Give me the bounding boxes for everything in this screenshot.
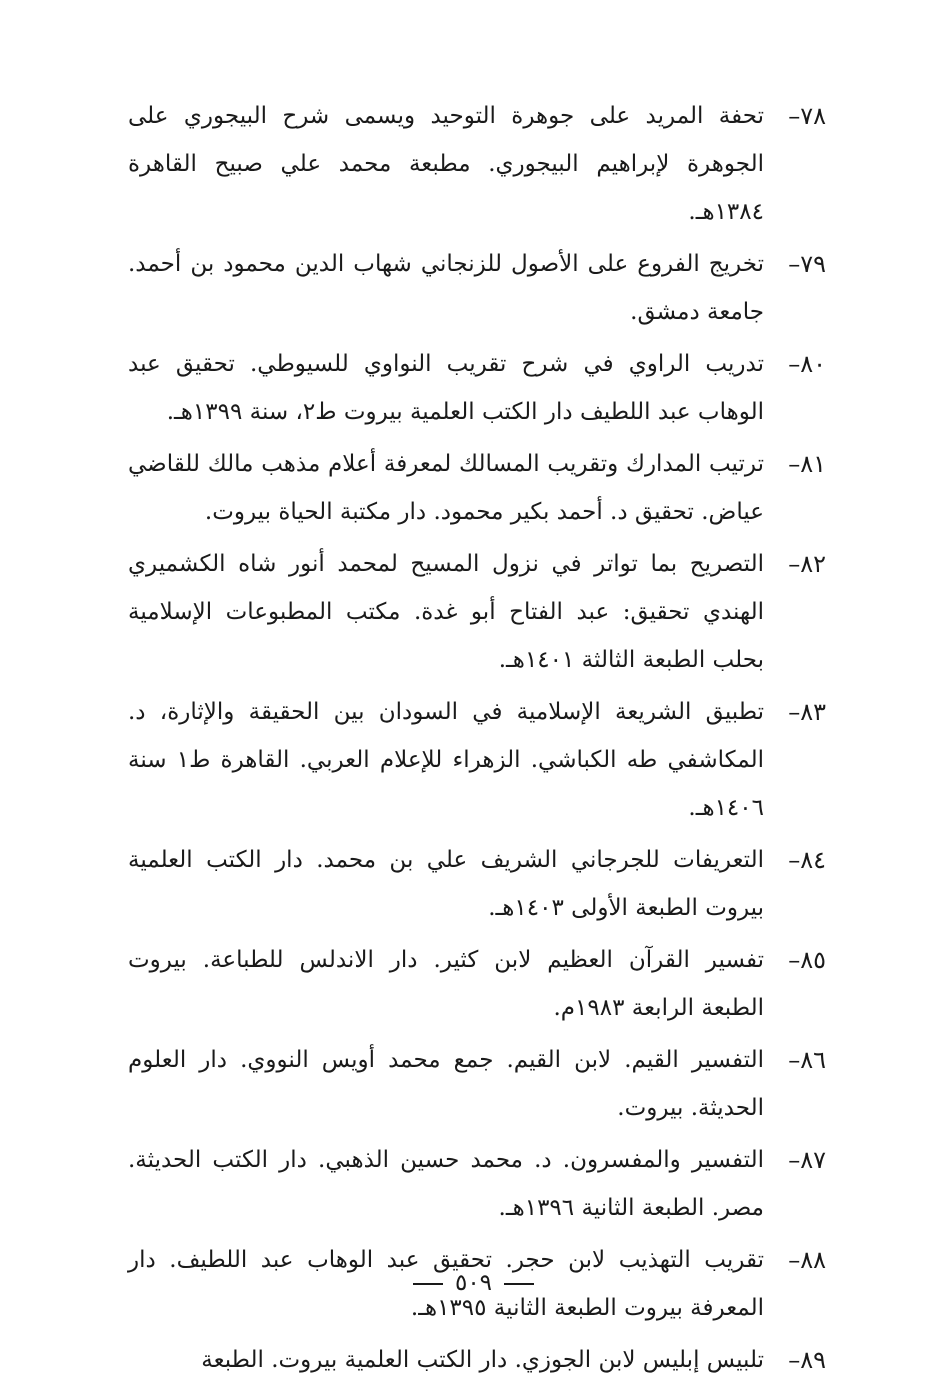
list-item [128, 1136, 826, 1232]
entry-text: التعريفات للجرجاني الشريف علي بن محمد. دار الكتب العلمية بيروت الطبعة الأولى ١٤٠٣هـ. [128, 847, 764, 921]
entry-text: تدريب الراوي في شرح تقريب النواوي للسيوطي. تحقيق عبد الوهاب عبد اللطيف دار الكتب العلمية بيروت ط٢، سنة ١٣٩٩هـ. [128, 351, 764, 425]
entry-number: ٨١– [788, 450, 826, 478]
bibliography-list [128, 92, 826, 1388]
list-item [128, 540, 826, 684]
entry-text: تلبيس إبليس لابن الجوزي. دار الكتب العلمية بيروت. الطبعة [201, 1347, 764, 1373]
entry-text: ترتيب المدارك وتقريب المسالك لمعرفة أعلام مذهب مالك للقاضي عياض. تحقيق د. أحمد بكير محمود. دار مكتبة الحياة بيروت. [128, 451, 764, 525]
entry-number: ٨٨– [788, 1246, 826, 1274]
entry-number: ٨٩– [788, 1346, 826, 1374]
list-item [128, 92, 826, 236]
entry-number: ٨٣– [788, 698, 826, 726]
footer-dash [504, 1283, 534, 1285]
entry-text: التفسير والمفسرون. د. محمد حسين الذهبي. دار الكتب الحديثة. مصر. الطبعة الثانية ١٣٩٦هـ. [128, 1147, 764, 1221]
list-item [128, 440, 826, 536]
entry-number: ٨٤– [788, 846, 826, 874]
entry-number: ٨٢– [788, 550, 826, 578]
entry-text: تطبيق الشريعة الإسلامية في السودان بين الحقيقة والإثارة، د. المكاشفي طه الكباشي. الزهراء للإعلام العربي. القاهرة ط١ سنة ١٤٠٦هـ. [128, 699, 764, 821]
list-item [128, 340, 826, 436]
entry-number: ٨٧– [788, 1146, 826, 1174]
page-footer [0, 1263, 947, 1303]
entry-number: ٨٠– [788, 350, 826, 378]
entry-text: التفسير القيم. لابن القيم. جمع محمد أويس النووي. دار العلوم الحديثة. بيروت. [128, 1047, 764, 1121]
entry-number: ٧٨– [788, 102, 826, 130]
list-item [128, 240, 826, 336]
list-item [128, 936, 826, 1032]
entry-text: تحفة المريد على جوهرة التوحيد ويسمى شرح البيجوري على الجوهرة لإبراهيم البيجوري. مطبعة محمد علي صبيح القاهرة ١٣٨٤هـ. [128, 103, 764, 225]
entry-text: تفسير القرآن العظيم لابن كثير. دار الاندلس للطباعة. بيروت الطبعة الرابعة ١٩٨٣م. [128, 947, 764, 1021]
page-number: ٥٠٩ [454, 1270, 493, 1296]
entry-number: ٨٥– [788, 946, 826, 974]
entry-number: ٧٩– [788, 250, 826, 278]
list-item [128, 1336, 826, 1384]
entry-text: تخريج الفروع على الأصول للزنجاني شهاب الدين محمود بن أحمد. جامعة دمشق. [128, 251, 764, 325]
entry-number: ٨٦– [788, 1046, 826, 1074]
list-item [128, 836, 826, 932]
list-item [128, 1036, 826, 1132]
entry-text: تقريب التهذيب لابن حجر. تحقيق عبد الوهاب عبد اللطيف. دار المعرفة بيروت الطبعة الثانية ١٣٩٥هـ. [128, 1247, 764, 1321]
list-item [128, 688, 826, 832]
entry-text: التصريح بما تواتر في نزول المسيح لمحمد أنور شاه الكشميري الهندي تحقيق: عبد الفتاح أبو غدة. مكتب المطبوعات الإسلامية بحلب الطبعة الثالثة ١٤٠١هـ. [128, 551, 764, 673]
footer-dash [413, 1283, 443, 1285]
